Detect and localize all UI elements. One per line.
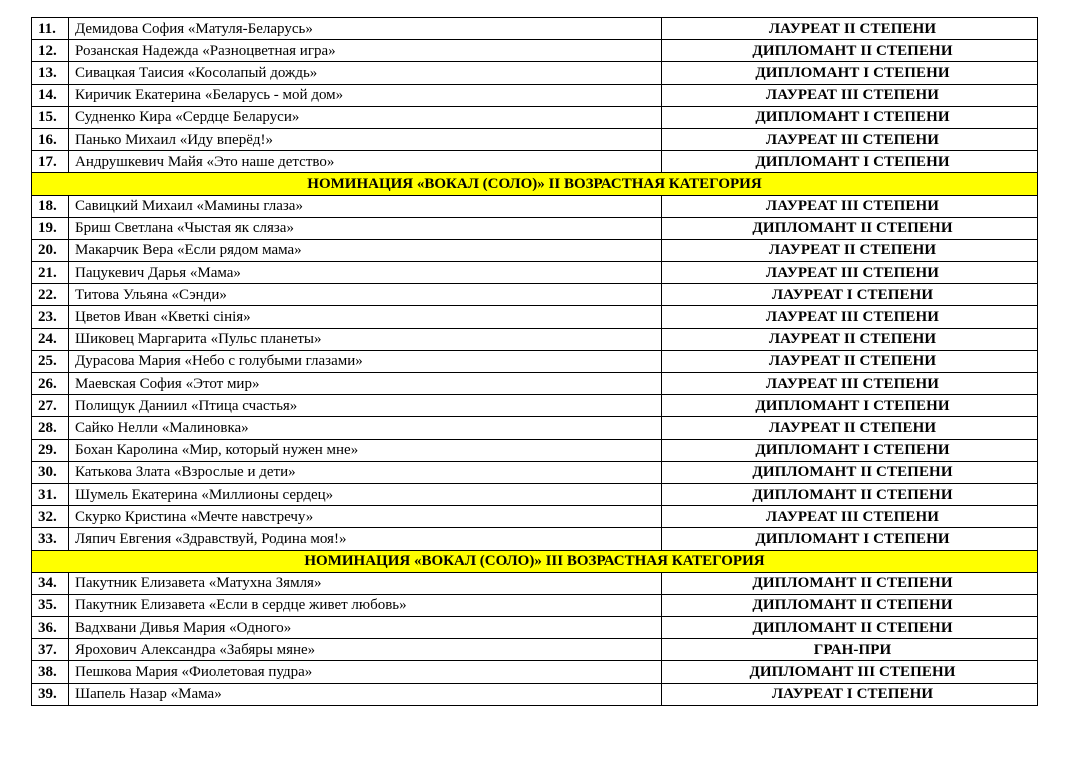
row-number: 22.: [32, 284, 69, 306]
row-number: 23.: [32, 306, 69, 328]
table-row: [32, 40, 1038, 62]
participant-name: Розанская Надежда «Разноцветная игра»: [69, 40, 662, 62]
award-cell: ДИПЛОМАНТ II СТЕПЕНИ: [662, 594, 1038, 616]
participant-name: Ярохович Александра «Забяры мяне»: [69, 639, 662, 661]
table-row: [32, 195, 1038, 217]
table-row: [32, 639, 1038, 661]
award-cell: ДИПЛОМАНТ II СТЕПЕНИ: [662, 572, 1038, 594]
row-number: 30.: [32, 461, 69, 483]
award-cell: ЛАУРЕАТ II СТЕПЕНИ: [662, 350, 1038, 372]
table-row: [32, 572, 1038, 594]
row-number: 26.: [32, 373, 69, 395]
participant-name: Цветов Иван «Кветкі сінія»: [69, 306, 662, 328]
participant-name: Макарчик Вера «Если рядом мама»: [69, 239, 662, 261]
row-number: 11.: [32, 18, 69, 40]
participant-name: Шиковец Маргарита «Пульс планеты»: [69, 328, 662, 350]
award-cell: ЛАУРЕАТ III СТЕПЕНИ: [662, 84, 1038, 106]
award-cell: ДИПЛОМАНТ I СТЕПЕНИ: [662, 395, 1038, 417]
participant-name: Шумель Екатерина «Миллионы сердец»: [69, 483, 662, 505]
participant-name: Пакутник Елизавета «Если в сердце живет любовь»: [69, 594, 662, 616]
participant-name: Андрушкевич Майя «Это наше детство»: [69, 151, 662, 173]
table-row: [32, 373, 1038, 395]
award-cell: ДИПЛОМАНТ II СТЕПЕНИ: [662, 40, 1038, 62]
table-row: [32, 594, 1038, 616]
table-row: [32, 262, 1038, 284]
participant-name: Сайко Нелли «Малиновка»: [69, 417, 662, 439]
participant-name: Пацукевич Дарья «Мама»: [69, 262, 662, 284]
participant-name: Демидова София «Матуля-Беларусь»: [69, 18, 662, 40]
table-row: [32, 417, 1038, 439]
award-cell: ЛАУРЕАТ III СТЕПЕНИ: [662, 262, 1038, 284]
award-cell: ЛАУРЕАТ II СТЕПЕНИ: [662, 18, 1038, 40]
award-cell: ДИПЛОМАНТ I СТЕПЕНИ: [662, 528, 1038, 550]
participant-name: Титова Ульяна «Сэнди»: [69, 284, 662, 306]
participant-name: Савицкий Михаил «Мамины глаза»: [69, 195, 662, 217]
table-row: [32, 617, 1038, 639]
participant-name: Панько Михаил «Иду вперёд!»: [69, 128, 662, 150]
results-table-body: [32, 18, 1038, 706]
row-number: 39.: [32, 683, 69, 705]
award-cell: ЛАУРЕАТ I СТЕПЕНИ: [662, 284, 1038, 306]
row-number: 31.: [32, 483, 69, 505]
table-row: [32, 328, 1038, 350]
award-cell: ДИПЛОМАНТ I СТЕПЕНИ: [662, 106, 1038, 128]
participant-name: Маевская София «Этот мир»: [69, 373, 662, 395]
award-cell: ЛАУРЕАТ III СТЕПЕНИ: [662, 128, 1038, 150]
table-row: [32, 395, 1038, 417]
row-number: 34.: [32, 572, 69, 594]
award-cell: ЛАУРЕАТ III СТЕПЕНИ: [662, 195, 1038, 217]
participant-name: Скурко Кристина «Мечте навстречу»: [69, 506, 662, 528]
results-table: [31, 17, 1038, 706]
table-row: [32, 62, 1038, 84]
row-number: 14.: [32, 84, 69, 106]
table-row: [32, 284, 1038, 306]
row-number: 20.: [32, 239, 69, 261]
participant-name: Бриш Светлана «Чыстая як сляза»: [69, 217, 662, 239]
table-row: [32, 683, 1038, 705]
row-number: 24.: [32, 328, 69, 350]
table-row: [32, 239, 1038, 261]
table-row: [32, 18, 1038, 40]
award-cell: ЛАУРЕАТ III СТЕПЕНИ: [662, 373, 1038, 395]
section-header-row: [32, 550, 1038, 572]
participant-name: Полищук Даниил «Птица счастья»: [69, 395, 662, 417]
participant-name: Пешкова Мария «Фиолетовая пудра»: [69, 661, 662, 683]
row-number: 18.: [32, 195, 69, 217]
award-cell: ДИПЛОМАНТ II СТЕПЕНИ: [662, 217, 1038, 239]
participant-name: Судненко Кира «Сердце Беларуси»: [69, 106, 662, 128]
row-number: 19.: [32, 217, 69, 239]
table-row: [32, 106, 1038, 128]
row-number: 16.: [32, 128, 69, 150]
section-header-row: [32, 173, 1038, 195]
participant-name: Пакутник Елизавета «Матухна Зямля»: [69, 572, 662, 594]
row-number: 37.: [32, 639, 69, 661]
table-row: [32, 128, 1038, 150]
row-number: 28.: [32, 417, 69, 439]
award-cell: ГРАН-ПРИ: [662, 639, 1038, 661]
row-number: 29.: [32, 439, 69, 461]
table-row: [32, 439, 1038, 461]
award-cell: ЛАУРЕАТ I СТЕПЕНИ: [662, 683, 1038, 705]
participant-name: Вадхвани Дивья Мария «Одного»: [69, 617, 662, 639]
award-cell: ЛАУРЕАТ III СТЕПЕНИ: [662, 506, 1038, 528]
award-cell: ДИПЛОМАНТ I СТЕПЕНИ: [662, 439, 1038, 461]
row-number: 32.: [32, 506, 69, 528]
award-cell: ДИПЛОМАНТ I СТЕПЕНИ: [662, 62, 1038, 84]
row-number: 35.: [32, 594, 69, 616]
table-row: [32, 528, 1038, 550]
row-number: 27.: [32, 395, 69, 417]
award-cell: ДИПЛОМАНТ II СТЕПЕНИ: [662, 461, 1038, 483]
participant-name: Ляпич Евгения «Здравствуй, Родина моя!»: [69, 528, 662, 550]
row-number: 36.: [32, 617, 69, 639]
row-number: 25.: [32, 350, 69, 372]
row-number: 15.: [32, 106, 69, 128]
participant-name: Катькова Злата «Взрослые и дети»: [69, 461, 662, 483]
row-number: 13.: [32, 62, 69, 84]
participant-name: Шапель Назар «Мама»: [69, 683, 662, 705]
award-cell: ЛАУРЕАТ II СТЕПЕНИ: [662, 328, 1038, 350]
table-row: [32, 661, 1038, 683]
award-cell: ЛАУРЕАТ III СТЕПЕНИ: [662, 306, 1038, 328]
participant-name: Дурасова Мария «Небо с голубыми глазами»: [69, 350, 662, 372]
award-cell: ЛАУРЕАТ II СТЕПЕНИ: [662, 239, 1038, 261]
row-number: 12.: [32, 40, 69, 62]
table-row: [32, 506, 1038, 528]
award-cell: ДИПЛОМАНТ I СТЕПЕНИ: [662, 151, 1038, 173]
participant-name: Бохан Каролина «Мир, который нужен мне»: [69, 439, 662, 461]
section-title: НОМИНАЦИЯ «ВОКАЛ (СОЛО)» III ВОЗРАСТНАЯ КАТЕГОРИЯ: [32, 550, 1038, 572]
row-number: 33.: [32, 528, 69, 550]
table-row: [32, 151, 1038, 173]
row-number: 38.: [32, 661, 69, 683]
table-row: [32, 217, 1038, 239]
award-cell: ЛАУРЕАТ II СТЕПЕНИ: [662, 417, 1038, 439]
participant-name: Сивацкая Таисия «Косолапый дождь»: [69, 62, 662, 84]
award-cell: ДИПЛОМАНТ II СТЕПЕНИ: [662, 617, 1038, 639]
table-row: [32, 84, 1038, 106]
table-row: [32, 461, 1038, 483]
table-row: [32, 483, 1038, 505]
award-cell: ДИПЛОМАНТ III СТЕПЕНИ: [662, 661, 1038, 683]
section-title: НОМИНАЦИЯ «ВОКАЛ (СОЛО)» II ВОЗРАСТНАЯ КАТЕГОРИЯ: [32, 173, 1038, 195]
row-number: 17.: [32, 151, 69, 173]
table-row: [32, 306, 1038, 328]
award-cell: ДИПЛОМАНТ II СТЕПЕНИ: [662, 483, 1038, 505]
table-row: [32, 350, 1038, 372]
participant-name: Киричик Екатерина «Беларусь - мой дом»: [69, 84, 662, 106]
row-number: 21.: [32, 262, 69, 284]
